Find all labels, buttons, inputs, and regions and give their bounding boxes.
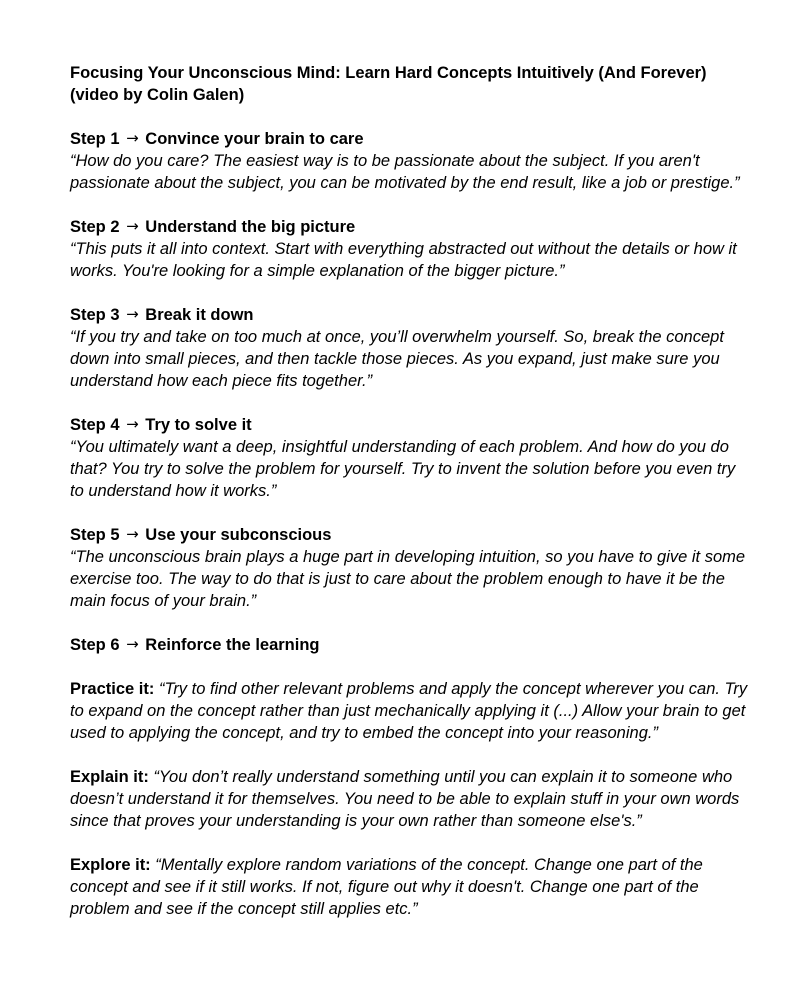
step-number: Step 4 [70,416,120,434]
step-quote: “The unconscious brain plays a huge part in developing intuition, so you have to give it some exercise too. The way to do that is just to care about the problem enough to have it be the main focus of your brain.” [70,548,746,610]
step-3 [70,304,750,392]
step-quote: “How do you care? The easiest way is to be passionate about the subject. If you aren't passionate about the subject, you can be motivated by the end result, like a job or prestige.” [70,152,740,192]
step-quote: “This puts it all into context. Start with everything abstracted out without the details or how it works. You're looking for a simple explanation of the bigger picture.” [70,240,737,280]
step-6 [70,634,750,656]
practice-label: Explain it: [70,768,149,786]
title-line-1: Focusing Your Unconscious Mind: Learn Hard Concepts Intuitively (And Forever) [70,64,707,82]
step-title: Reinforce the learning [145,636,320,654]
step-heading [70,304,750,326]
practice-paragraph [70,766,750,832]
step-title: Understand the big picture [145,218,356,236]
step-heading [70,414,750,436]
step-quote: “If you try and take on too much at once, you’ll overwhelm yourself. So, break the concept down into small pieces, and then tackle those pieces. As you expand, just make sure you understand how each piece fits together.” [70,328,724,390]
step-1 [70,128,750,194]
practice-label: Practice it: [70,680,155,698]
step-number: Step 5 [70,526,120,544]
practice-label: Explore it: [70,856,151,874]
explain-it [70,766,750,832]
step-heading [70,128,750,150]
step-2 [70,216,750,282]
arrow-right-icon: → [126,635,139,653]
practice-paragraph [70,854,750,920]
arrow-right-icon: → [126,217,139,235]
step-title: Use your subconscious [145,526,332,544]
step-number: Step 1 [70,130,120,148]
step-quote: “You ultimately want a deep, insightful understanding of each problem. And how do you do that? You try to solve the problem for yourself. Try to invent the solution before you even try to understand how it works.” [70,438,736,500]
step-heading [70,524,750,546]
step-title: Try to solve it [145,416,252,434]
step-title: Break it down [145,306,254,324]
document [70,62,750,920]
practice-text: “You don’t really understand something until you can explain it to someone who doesn’t understand it for themselves. You need to be able to explain stuff in your own words since that proves your understanding is your own rather than someone else's.” [70,768,740,830]
document-title [70,62,750,106]
step-heading [70,634,750,656]
arrow-right-icon: → [126,305,139,323]
practice-text: “Try to find other relevant problems and apply the concept wherever you can. Try to expand on the concept rather than just mechanically applying it (...) Allow your brain to get used to applying the concept, and try to embed the concept into your reasoning.” [70,680,748,742]
step-number: Step 6 [70,636,120,654]
arrow-right-icon: → [126,415,139,433]
practice-paragraph [70,678,750,744]
arrow-right-icon: → [126,129,139,147]
explore-it [70,854,750,920]
arrow-right-icon: → [126,525,139,543]
step-number: Step 3 [70,306,120,324]
step-4 [70,414,750,502]
title-line-2: (video by Colin Galen) [70,86,245,104]
practice-it [70,678,750,744]
step-heading [70,216,750,238]
step-title: Convince your brain to care [145,130,364,148]
step-number: Step 2 [70,218,120,236]
step-5 [70,524,750,612]
practice-text: “Mentally explore random variations of the concept. Change one part of the concept and see if it still works. If not, figure out why it doesn't. Change one part of the problem and see if the concept still applies etc.” [70,856,703,918]
